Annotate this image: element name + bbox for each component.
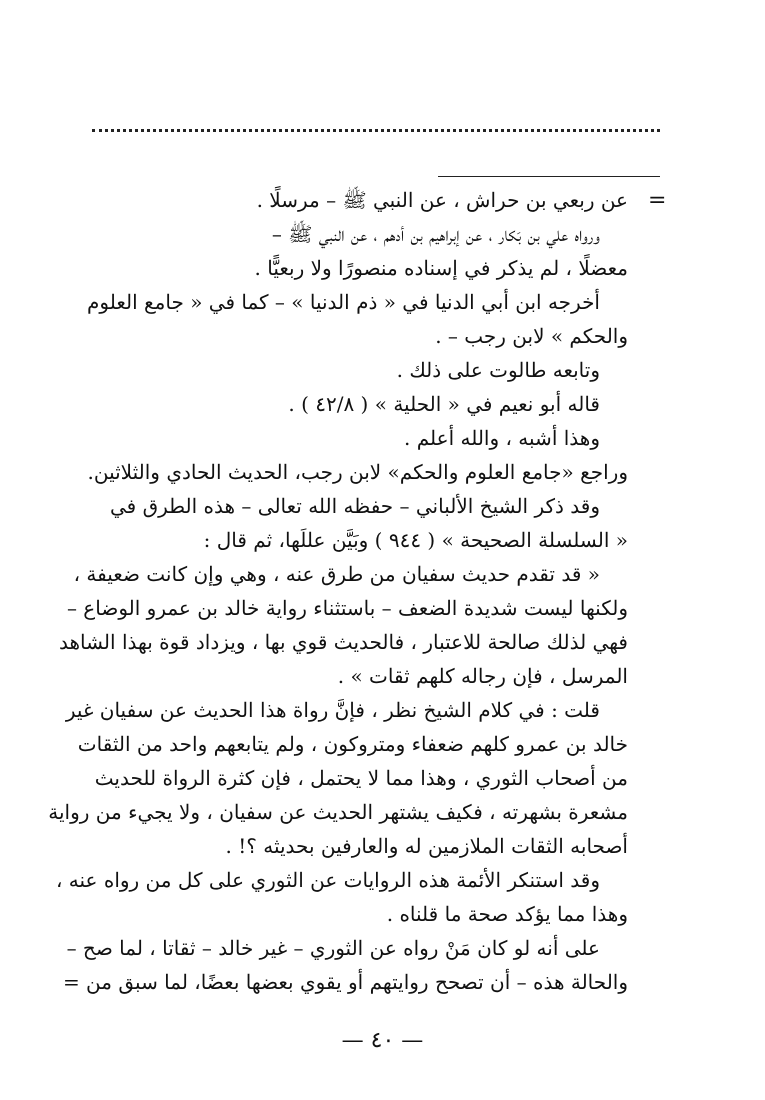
text-line: معضلًا ، لم يذكر في إسناده منصورًا ولا ربعيًّا .: [254, 256, 628, 280]
text-line: المرسل ، فإن رجاله كلهم ثقات » .: [337, 664, 628, 688]
text-line: « قد تقدم حديث سفيان من طرق عنه ، وهي وإن كانت ضعيفة ،: [73, 562, 600, 586]
text-line: أصحابه الثقات الملازمين له والعارفين بحديثه ؟! .: [225, 834, 628, 858]
text-line: وقد ذكر الشيخ الألباني – حفظه الله تعالى – هذه الطرق في: [109, 494, 600, 518]
text-line: قلت : في كلام الشيخ نظر ، فإنَّ رواة هذا الحديث عن سفيان غير: [65, 698, 600, 722]
text-line: والحالة هذه – أن تصحح روايتهم أو يقوي بعضها بعضًا، لما سبق من =: [62, 970, 628, 994]
text-line: ولكنها ليست شديدة الضعف – باستثناء رواية خالد بن عمرو الوضاع –: [66, 596, 628, 620]
text-line: « السلسلة الصحيحة » ( ٩٤٤ ) وبَيَّن عللَها، ثم قال :: [203, 528, 628, 552]
continuation-mark: =: [648, 188, 667, 213]
text-line: من أصحاب الثوري ، وهذا مما لا يحتمل ، فإن كثرة الرواة للحديث: [94, 766, 628, 790]
footnote-rule: [438, 176, 660, 177]
text-line: على أنه لو كان مَنْ رواه عن الثوري – غير خالد – ثقاتا ، لما صح –: [66, 936, 600, 960]
text-line: مشعرة بشهرته ، فكيف يشتهر الحديث عن سفيان ، ولا يجيء من رواية: [48, 800, 628, 824]
text-line: قاله أبو نعيم في « الحلية » ( ٤٢/٨ ) .: [288, 392, 600, 416]
text-line: وتابعه طالوت على ذلك .: [396, 358, 600, 382]
text-line: أخرجه ابن أبي الدنيا في « ذم الدنيا » – كما في « جامع العلوم: [87, 290, 600, 314]
footnote-text: [48, 183, 628, 999]
text-line: وراجع «جامع العلوم والحكم» لابن رجب، الحديث الحادي والثلاثين.: [87, 460, 628, 484]
text-line: فهي لذلك صالحة للاعتبار ، فالحديث قوي بها ، ويزداد قوة بهذا الشاهد: [58, 630, 628, 654]
dotted-separator: [92, 129, 660, 132]
page-number: — ٤٠ —: [341, 1028, 424, 1053]
text-line: عن ربعي بن حراش ، عن النبي ﷺ – مرسلًا .: [256, 188, 628, 212]
text-line: ورواه علي بن بَكار ، عن إبراهيم بن أدهم ، عن النبي ﷺ –: [271, 222, 600, 246]
text-line: خالد بن عمرو كلهم ضعفاء ومتروكون ، ولم يتابعهم واحد من الثقات: [77, 732, 628, 756]
text-line: وهذا مما يؤكد صحة ما قلناه .: [386, 902, 628, 926]
text-line: وقد استنكر الأئمة هذه الروايات عن الثوري على كل من رواه عنه ،: [55, 868, 600, 892]
text-line: والحكم » لابن رجب – .: [435, 324, 628, 348]
text-line: وهذا أشبه ، والله أعلم .: [403, 426, 600, 450]
